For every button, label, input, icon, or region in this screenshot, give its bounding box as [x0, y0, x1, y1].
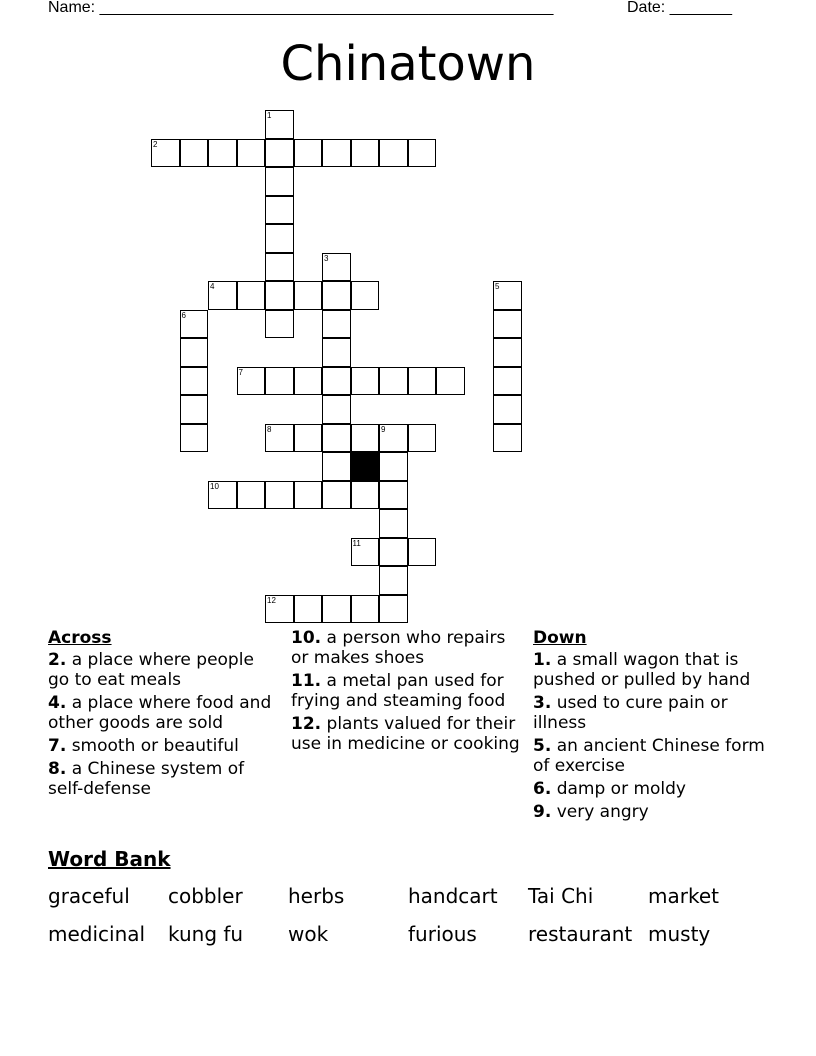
clue-across-7: 7. smooth or beautiful: [48, 736, 239, 756]
grid-cell[interactable]: [379, 538, 408, 567]
grid-cell[interactable]: [180, 338, 209, 367]
word-bank-word: kung fu: [168, 922, 244, 946]
grid-cell[interactable]: [322, 595, 351, 624]
word-bank-word: Tai Chi: [528, 884, 594, 908]
grid-cell[interactable]: [294, 139, 323, 168]
grid-cell[interactable]: [493, 281, 522, 310]
grid-cell[interactable]: [237, 139, 266, 168]
grid-cell[interactable]: [379, 509, 408, 538]
black-cell: [351, 452, 380, 481]
word-bank-word: medicinal: [48, 922, 146, 946]
word-bank-word: restaurant: [528, 922, 633, 946]
grid-cell[interactable]: [265, 481, 294, 510]
grid-cell[interactable]: [265, 595, 294, 624]
grid-cell[interactable]: [379, 424, 408, 453]
clue-number: 1: [267, 111, 272, 120]
grid-cell[interactable]: [436, 367, 465, 396]
grid-cell[interactable]: [294, 595, 323, 624]
grid-cell[interactable]: [180, 395, 209, 424]
grid-cell[interactable]: [408, 367, 437, 396]
clue-number: 9: [381, 424, 386, 434]
grid-cell[interactable]: [379, 481, 408, 510]
clue-down-9: 9. very angry: [533, 802, 649, 822]
grid-cell[interactable]: [322, 367, 351, 396]
grid-cell[interactable]: [208, 481, 237, 510]
word-bank-heading: Word Bank: [48, 847, 171, 871]
grid-cell[interactable]: [180, 139, 209, 168]
grid-cell[interactable]: [180, 310, 209, 339]
grid-cell[interactable]: [351, 424, 380, 453]
clue-across-10: 10. a person who repairs or makes shoes: [291, 628, 506, 668]
grid-cell[interactable]: [265, 310, 294, 339]
clue-number: 11: [352, 538, 361, 548]
grid-cell[interactable]: [322, 338, 351, 367]
grid-cell[interactable]: [351, 281, 380, 310]
grid-cell[interactable]: [493, 395, 522, 424]
down-heading: Down: [533, 628, 587, 648]
clue-number: 8: [267, 424, 272, 434]
grid-cell[interactable]: [322, 395, 351, 424]
clue-number: 4: [210, 282, 215, 291]
grid-cell[interactable]: [408, 538, 437, 567]
clue-number: 2: [153, 139, 158, 149]
word-bank-word: herbs: [288, 884, 345, 908]
grid-cell[interactable]: [265, 196, 294, 225]
clue-number: 5: [495, 282, 500, 291]
clue-down-6: 6. damp or moldy: [533, 779, 686, 799]
grid-cell[interactable]: [322, 139, 351, 168]
word-bank-word: furious: [408, 922, 477, 946]
clue-across-11: 11. a metal pan used for frying and steaming food: [291, 671, 506, 711]
grid-cell[interactable]: [379, 595, 408, 624]
grid-cell[interactable]: [351, 367, 380, 396]
grid-cell[interactable]: [294, 367, 323, 396]
grid-cell[interactable]: [265, 224, 294, 253]
grid-cell[interactable]: [379, 566, 408, 595]
grid-cell[interactable]: [265, 281, 294, 310]
across-heading: Across: [48, 628, 112, 648]
grid-cell[interactable]: [379, 367, 408, 396]
grid-cell[interactable]: [294, 424, 323, 453]
clue-number: 6: [181, 310, 186, 320]
clue-number: 12: [267, 595, 276, 605]
grid-cell[interactable]: [265, 253, 294, 282]
grid-cell[interactable]: [294, 281, 323, 310]
word-bank-word: market: [648, 884, 719, 908]
word-bank-word: graceful: [48, 884, 130, 908]
grid-cell[interactable]: [351, 481, 380, 510]
word-bank-word: wok: [288, 922, 329, 946]
clue-number: 10: [210, 481, 219, 491]
grid-cell[interactable]: [351, 595, 380, 624]
grid-cell[interactable]: [322, 452, 351, 481]
grid-cell[interactable]: [208, 281, 237, 310]
grid-cell[interactable]: [408, 424, 437, 453]
grid-cell[interactable]: [237, 281, 266, 310]
clue-down-5: 5. an ancient Chinese form of exercise: [533, 736, 765, 776]
grid-cell[interactable]: [379, 452, 408, 481]
grid-cell[interactable]: [265, 139, 294, 168]
grid-cell[interactable]: [180, 367, 209, 396]
puzzle-title: Chinatown: [280, 36, 536, 92]
grid-cell[interactable]: [493, 338, 522, 367]
grid-cell[interactable]: [208, 139, 237, 168]
clue-across-8: 8. a Chinese system of self-defense: [48, 759, 245, 799]
grid-cell[interactable]: [265, 424, 294, 453]
grid-cell[interactable]: [322, 310, 351, 339]
grid-cell[interactable]: [493, 310, 522, 339]
clue-down-1: 1. a small wagon that is pushed or pulled by hand: [533, 650, 751, 690]
clue-down-3: 3. used to cure pain or illness: [533, 693, 728, 733]
clue-across-2: 2. a place where people go to eat meals: [48, 650, 254, 690]
down-clues: [533, 628, 768, 825]
grid-cell[interactable]: [351, 538, 380, 567]
clue-across-4: 4. a place where food and other goods are sold: [48, 693, 272, 733]
grid-cell[interactable]: [322, 481, 351, 510]
grid-cell[interactable]: [322, 281, 351, 310]
grid-cell[interactable]: [493, 367, 522, 396]
grid-cell[interactable]: [493, 424, 522, 453]
grid-cell[interactable]: [180, 424, 209, 453]
word-bank-word: cobbler: [168, 884, 243, 908]
name-field[interactable]: Name: ___________________________________________________: [48, 0, 554, 16]
grid-cell[interactable]: [237, 367, 266, 396]
date-field[interactable]: Date: _______: [627, 0, 732, 16]
clue-number: 7: [238, 367, 243, 377]
word-bank-word: handcart: [408, 884, 498, 908]
grid-cell[interactable]: [265, 110, 294, 139]
grid-cell[interactable]: [151, 139, 180, 168]
grid-cell[interactable]: [265, 367, 294, 396]
grid-cell[interactable]: [265, 167, 294, 196]
across-clues-continued: [291, 628, 521, 757]
grid-cell[interactable]: [379, 139, 408, 168]
grid-cell[interactable]: [237, 481, 266, 510]
grid-cell[interactable]: [351, 139, 380, 168]
across-clues: [48, 628, 273, 802]
grid-cell[interactable]: [408, 139, 437, 168]
grid-cell[interactable]: [294, 481, 323, 510]
clue-number: 3: [324, 253, 329, 263]
clue-across-12: 12. plants valued for their use in medicine or cooking: [291, 714, 520, 754]
grid-cell[interactable]: [322, 253, 351, 282]
word-bank-word: musty: [648, 922, 711, 946]
grid-cell[interactable]: [322, 424, 351, 453]
